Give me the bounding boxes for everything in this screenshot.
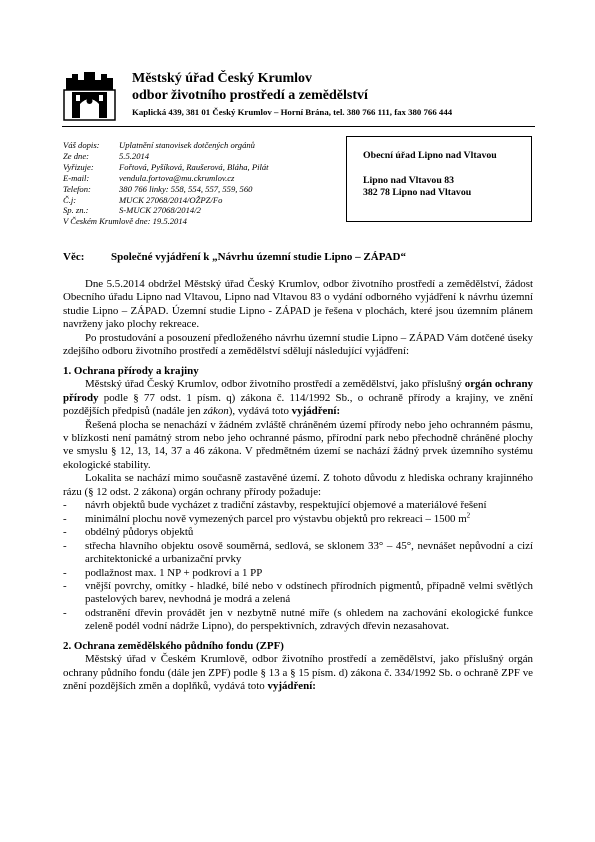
section-paragraph: Řešená plocha se nenachází v žádném zvláště chráněném území přírody nebo jeho ochranném pásmu, v blízkosti není památný strom nebo jeho ochranné pásmo, přírodní park nebo přechodně chráněné plochy ve smyslu § 12, 13, 14, 37 a 46 zákona. V předmětném území se nachází žádný prvek územního systému ekologické stability.	[63, 418, 533, 471]
list-item: - návrh objektů bude vycházet z tradiční zástavby, respektující objemové a materiálové řešení	[63, 499, 533, 512]
intro-paragraph: Dne 5.5.2014 obdržel Městský úřad Český Krumlov, odbor životního prostředí a zemědělství, žádost Obecního úřadu Lipno nad Vltavou, Lipno nad Vltavou 83 o vydání odborného vyjádření k návrhu územní studie Lipno – ZÁPAD. Územní studie Lipno - ZÁPAD je řešena v plochách, které jsou územním plánem navrženy jako plochy rekreace.	[63, 278, 533, 331]
reference-block	[63, 140, 269, 227]
recipient-street: Lipno nad Vltavou 83	[363, 175, 455, 186]
intro-paragraph: Po prostudování a posouzení předloženého návrhu územní studie Lipno – ZÁPAD Vám dotčené úseky zdejšího odboru životního prostředí a zemědělství sdělují následující vyjádření:	[63, 331, 533, 358]
meta-row: Telefon: 380 766 linky: 558, 554, 557, 559, 560	[63, 183, 253, 194]
subject-line	[63, 251, 406, 263]
office-address: Kaplická 439, 381 01 Český Krumlov – Horní Brána, tel. 380 766 111, fax 380 766 444	[132, 107, 453, 117]
meta-row: Ze dne: 5.5.2014	[63, 150, 150, 161]
meta-row: Č.j: MUCK 27068/2014/OŽPZ/Fo	[63, 194, 223, 205]
list-item: - minimální plochu nově vymezených parcel pro výstavbu objektů pro rekreaci – 1500 $m^2$	[63, 513, 533, 526]
letterhead	[132, 70, 452, 118]
meta-row: Váš dopis: Uplatnění stanovisek dotčených orgánů	[63, 140, 255, 150]
list-item: - střecha hlavního objektu osově souměrná, sedlová, se sklonem 33° – 45°, nevnášet nepůvodní a cizí architektonické a urbanizační prvky	[63, 540, 533, 567]
recipient-box	[346, 136, 532, 222]
list-item: - podlažnost max. 1 NP + podkroví a 1 PP	[63, 567, 533, 580]
recipient-name: Obecní úřad Lipno nad Vltavou	[363, 150, 497, 161]
city-crest-icon	[62, 70, 117, 122]
section-heading: 1. Ochrana přírody a krajiny	[63, 364, 199, 377]
letter-body	[63, 278, 533, 694]
meta-row: Sp. zn.: S-MUCK 27068/2014/2	[63, 205, 201, 216]
recipient-city: 382 78 Lipno nad Vltavou	[363, 187, 472, 198]
list-item: - obdélný půdorys objektů	[63, 526, 533, 539]
header-divider	[62, 126, 535, 127]
list-item: - odstranění dřevin provádět jen v nezbytně nutné míře (s ohledem na zachování ekologické funkce zeleně podél vodní nádrže Lipno), do perspektivních, zdravých dřevin nezasahovat.	[63, 607, 533, 634]
office-name: Městský úřad Český Krumlov	[132, 71, 313, 86]
subject-key: Věc:	[63, 251, 85, 263]
department-name: odbor životního prostředí a zemědělství	[132, 88, 368, 103]
requirements-list	[63, 499, 533, 634]
date-line: V Českém Krumlově dne: 19.5.2014	[63, 216, 187, 227]
section-paragraph: Městský úřad v Českém Krumlově, odbor životního prostředí a zemědělství, jako příslušný orgán ochrany půdního fondu (dále jen ZPF) podle § 13 a § 15 písm. d) zákona č. 334/1992 Sb. o ochraně ZPF ve znění pozdějších změn a doplňků, vydává toto vyjádření:	[63, 653, 533, 693]
section-paragraph: Lokalita se nachází mimo současně zastavěné území. Z tohoto důvodu z hlediska ochrany krajinného rázu (§ 12 odst. 2 zákona) orgán ochrany přírody požaduje:	[63, 472, 533, 498]
section-paragraph: Městský úřad Český Krumlov, odbor životního prostředí a zemědělství, jako příslušný orgán ochrany přírody podle § 77 odst. 1 písm. q) zákona č. 114/1992 Sb., o ochraně přírody a krajiny, ve znění pozdějších předpisů (nadále jen zákon), vydává toto vyjádření:	[63, 378, 533, 418]
list-item: - vnější povrchy, omítky - hladké, bílé nebo v odstínech přírodních pigmentů, případně velmi světlých pastelových barev, nevhodná je modrá a zelená	[63, 580, 533, 607]
meta-row: Vyřizuje: Fořtová, Pyšíková, Raušerová, Bláha, Pilát	[63, 161, 269, 172]
meta-row: E-mail: vendula.fortova@mu.ckrumlov.cz	[63, 172, 235, 183]
email-link[interactable]: vendula.fortova@mu.ckrumlov.cz	[119, 172, 235, 183]
section-heading: 2. Ochrana zemědělského půdního fondu (ZPF)	[63, 639, 284, 652]
subject-text: Společné vyjádření k „Návrhu územní studie Lipno – ZÁPAD“	[111, 251, 406, 263]
